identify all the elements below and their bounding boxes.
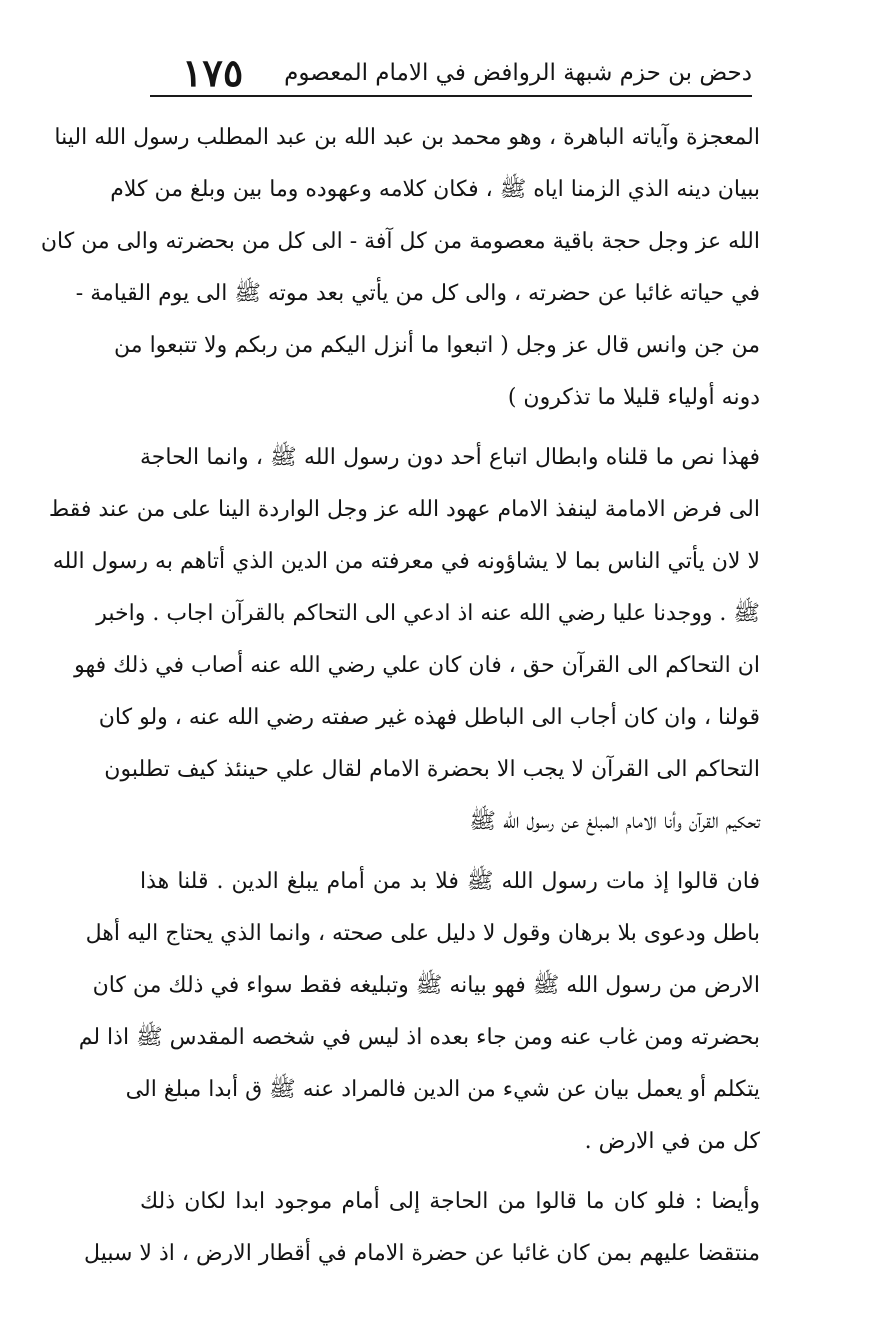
text-line: باطل ودعوى بلا برهان وقول لا دليل على صحته ، وانما الذي يحتاج اليه أهل: [85, 921, 760, 946]
text-line: ببيان دينه الذي الزمنا اياه ﷺ ، فكان كلامه وعهوده وما بين وبلغ من كلام: [110, 177, 760, 202]
paragraph-3: [78, 856, 760, 1168]
text-line: منتقضا عليهم بمن كان غائبا عن حضرة الامام في أقطار الارض ، اذ لا سبيل: [84, 1241, 760, 1266]
text-line: التحاكم الى القرآن لا يجب الا بحضرة الامام لقال علي حينئذ كيف تطلبون: [104, 757, 760, 782]
text-line: بحضرته ومن غاب عنه ومن جاء بعده اذ ليس في شخصه المقدس ﷺ اذا لم: [78, 1025, 760, 1050]
text-line: في حياته غائبا عن حضرته ، والى كل من يأتي بعد موته ﷺ الى يوم القيامة -: [75, 281, 760, 306]
text-line: يتكلم أو يعمل بيان عن شيء من الدين فالمراد عنه ﷺ ق أبدا مبلغ الى: [125, 1077, 760, 1102]
text-line: كل من في الارض .: [584, 1129, 760, 1154]
text-line: فان قالوا إذ مات رسول الله ﷺ فلا بد من أمام يبلغ الدين . قلنا هذا: [140, 869, 760, 894]
text-line: المعجزة وآياته الباهرة ، وهو محمد بن عبد الله بن عبد المطلب رسول الله الينا: [54, 125, 760, 150]
body-text: [40, 112, 760, 1280]
text-line: قولنا ، وان كان أجاب الى الباطل فهذه غير صفته رضي الله عنه ، ولو كان: [98, 705, 760, 730]
running-header: [150, 50, 752, 94]
paragraph-2: [48, 432, 760, 848]
text-line: تحكيم القرآن وأنا الامام المبلغ عن رسول الله ﷺ: [469, 809, 760, 834]
text-line: ﷺ . ووجدنا عليا رضي الله عنه اذ ادعي الى التحاكم بالقرآن اجاب . واخبر: [96, 601, 760, 626]
header-rule: [150, 95, 752, 97]
header-title: دحض بن حزم شبهة الروافض في الامام المعصوم: [284, 60, 752, 86]
text-line: الى فرض الامامة لينفذ الامام عهود الله عز وجل الواردة الينا على من عند فقط: [48, 497, 760, 522]
paragraph-1: [40, 112, 760, 424]
text-line: الله عز وجل حجة باقية معصومة من كل آفة - الى كل من بحضرته والى من كان: [40, 229, 760, 254]
text-line: لا لان يأتي الناس بما لا يشاؤونه في معرفته من الدين الذي أتاهم به رسول الله: [52, 549, 760, 574]
text-line: وأيضا : فلو كان ما قالوا من الحاجة إلى أمام موجود ابدا لكان ذلك: [140, 1189, 760, 1214]
text-line: ان التحاكم الى القرآن حق ، فان كان علي رضي الله عنه أصاب في ذلك فهو: [74, 653, 760, 678]
page-number: ١٧٥: [182, 50, 244, 95]
text-line: دونه أولياء قليلا ما تذكرون ): [507, 385, 760, 410]
paragraph-4: [84, 1176, 760, 1280]
text-line: فهذا نص ما قلناه وابطال اتباع أحد دون رسول الله ﷺ ، وانما الحاجة: [140, 445, 760, 470]
text-line: من جن وانس قال عز وجل ( اتبعوا ما أنزل اليكم من ربكم ولا تتبعوا من: [114, 333, 760, 358]
text-line: الارض من رسول الله ﷺ فهو بيانه ﷺ وتبليغه فقط سواء في ذلك من كان: [92, 973, 760, 998]
